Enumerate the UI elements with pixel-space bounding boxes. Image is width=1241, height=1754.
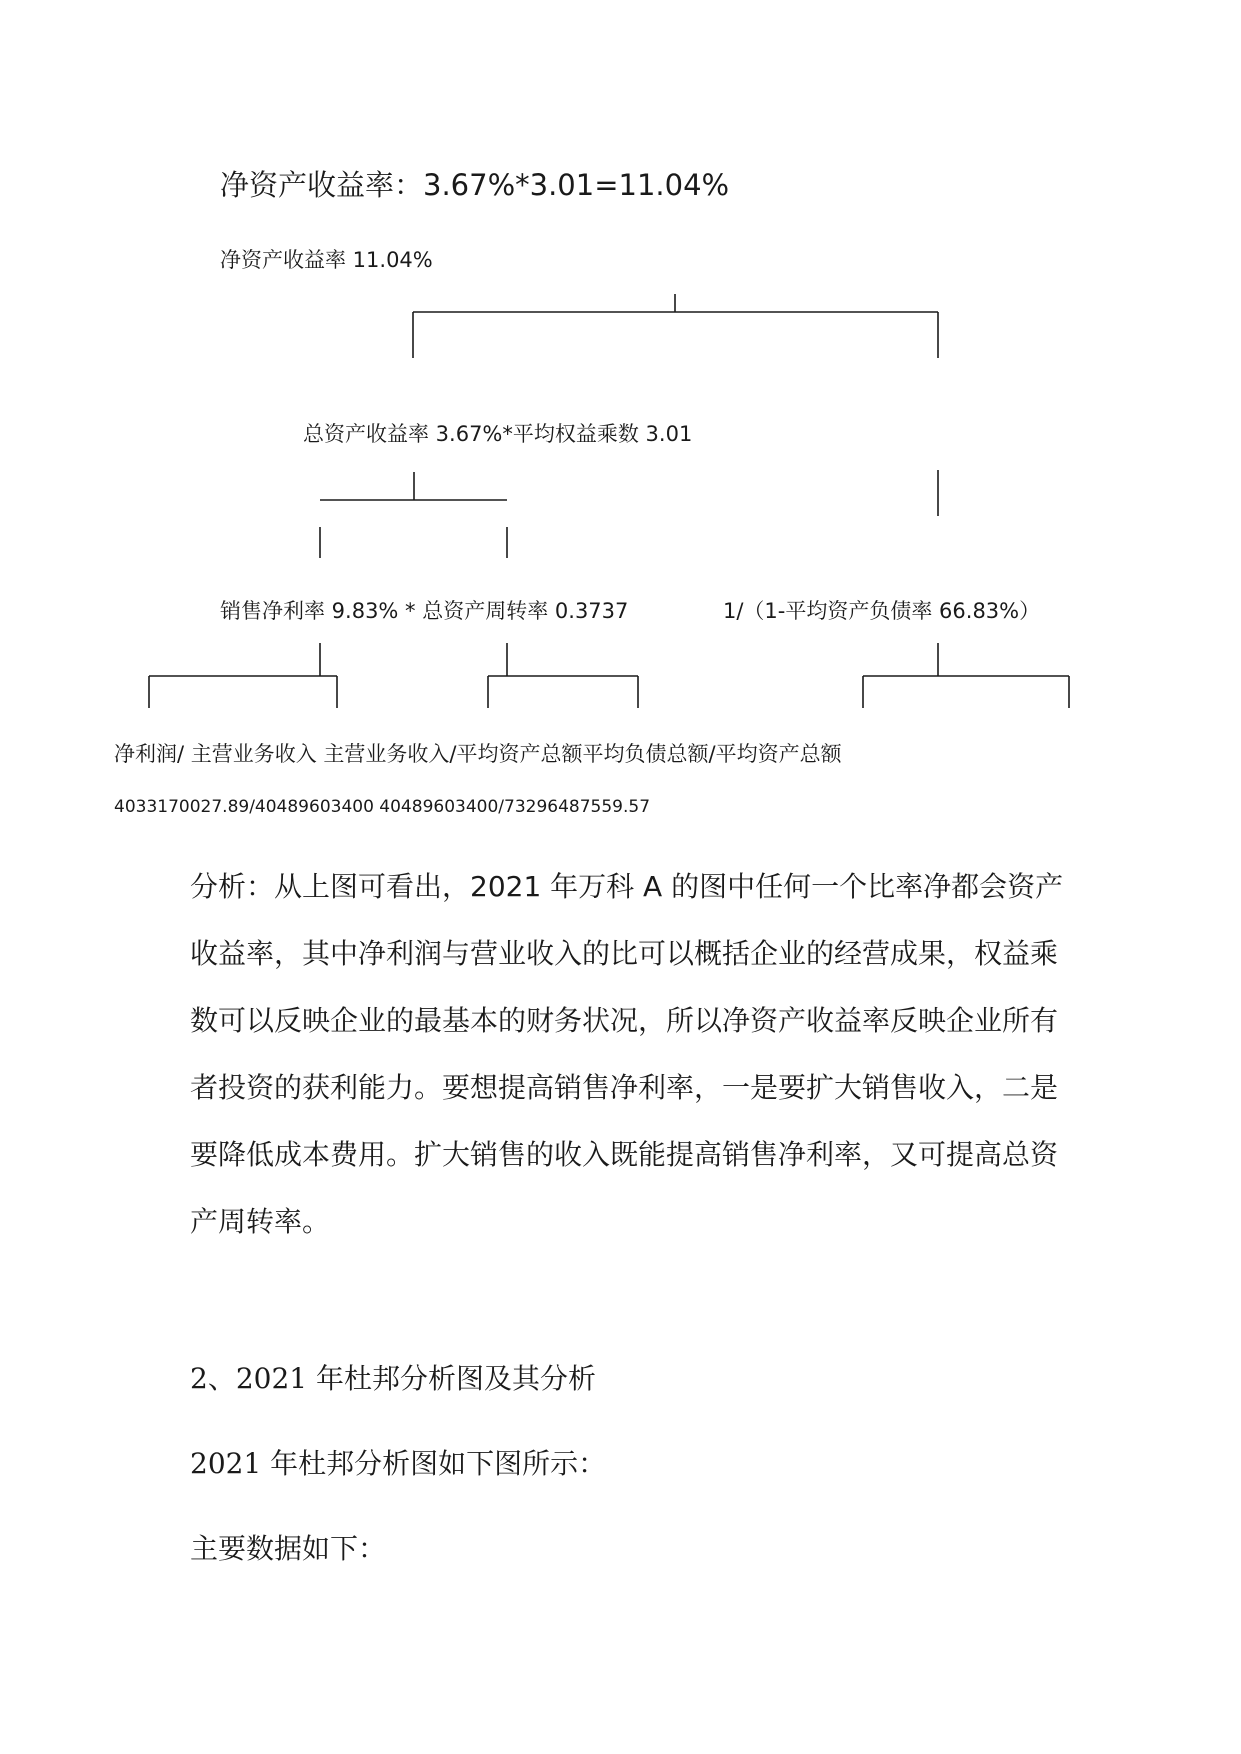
roe-formula-heading: 净资产收益率：3.67%*3.01=11.04% xyxy=(220,168,730,202)
data-intro: 主要数据如下： xyxy=(190,1532,387,1565)
leaf-labels: 净利润/ 主营业务收入 主营业务收入/平均资产总额平均负债总额/平均资产总额 xyxy=(114,742,842,766)
npm-turnover-node: 销售净利率 9.83% * 总资产周转率 0.3737 xyxy=(220,599,629,623)
figure-intro: 2021 年杜邦分析图如下图所示： xyxy=(190,1447,607,1480)
analysis-paragraph: 分析：从上图可看出，2021 年万科 A 的图中任何一个比率净都会资产收益率，其中净利润与营业收入的比可以概括企业的经营成果，权益乘数可以反映企业的最基本的财务状况，所以净资产收益率反映企业所有者投资的获利能力。要想提高销售净利率，一是要扩大销售收入，二是要降低成本费用。扩大销售的收入既能提高销售净利率，又可提高总资产周转率。 xyxy=(190,870,1064,1238)
roe-node-label: 净资产收益率 11.04% xyxy=(220,248,433,272)
equity-multiplier-node: 1/（1-平均资产负债率 66.83%） xyxy=(723,599,1041,623)
roa-equity-multiplier-node: 总资产收益率 3.67%*平均权益乘数 3.01 xyxy=(303,422,693,446)
section-title: 2、2021 年杜邦分析图及其分析 xyxy=(190,1362,596,1395)
leaf-values: 4033170027.89/40489603400 40489603400/73296487559.57 xyxy=(114,797,651,817)
